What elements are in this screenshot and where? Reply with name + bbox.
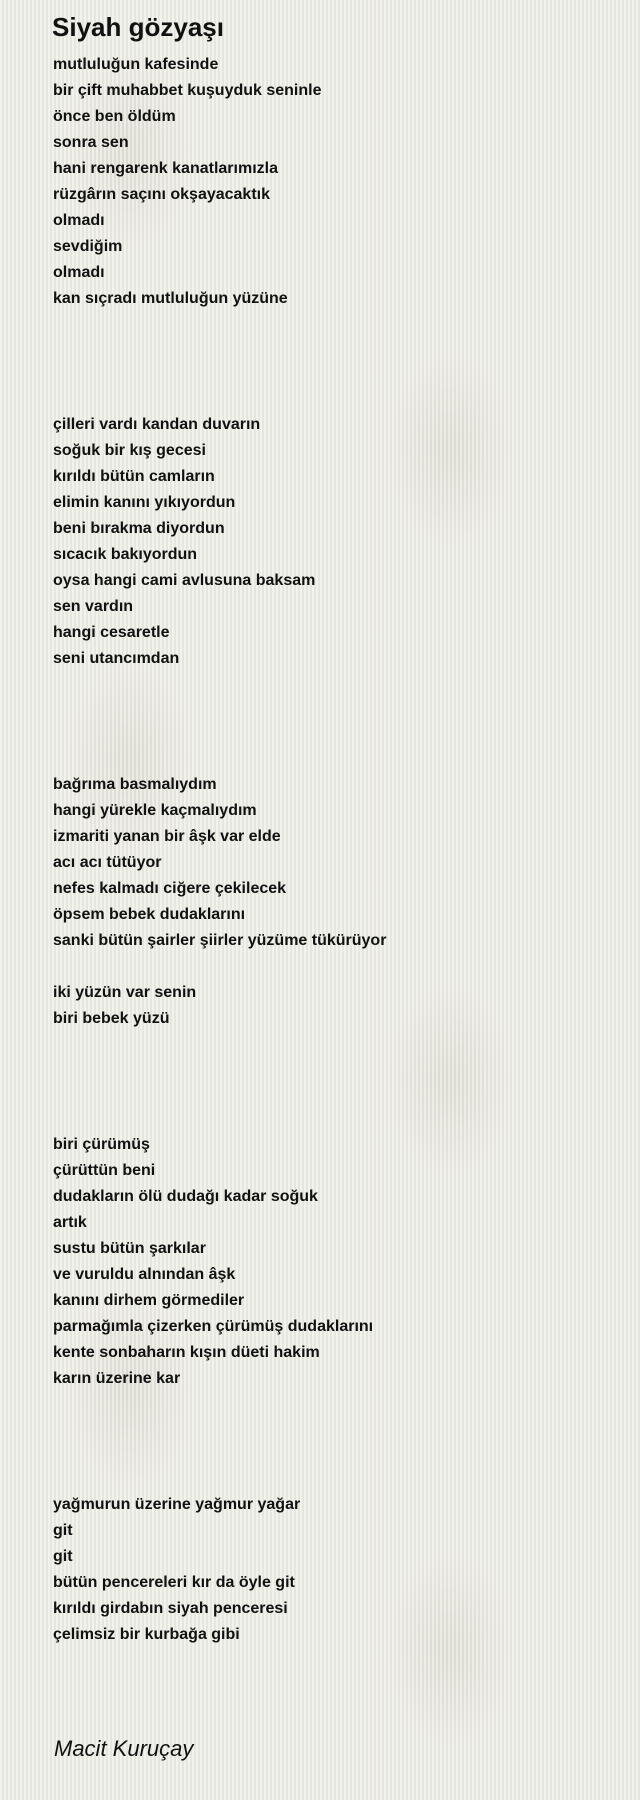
poem-line: kente sonbaharın kışın düeti hakim: [53, 1344, 320, 1361]
poem-line: dudakların ölü dudağı kadar soğuk: [53, 1188, 318, 1205]
poem-line: iki yüzün var senin: [53, 984, 197, 1001]
poem-line: kırıldı bütün camların: [53, 468, 215, 485]
poem-line: parmağımla çizerken çürümüş dudaklarını: [53, 1318, 374, 1335]
poem-line: hangi yürekle kaçmalıydım: [53, 802, 257, 819]
stanza-5: [53, 1132, 613, 1392]
poem-line: sustu bütün şarkılar: [53, 1240, 206, 1257]
stanza-1: [53, 52, 613, 312]
stanza-break: [53, 954, 613, 980]
poem-line: hangi cesaretle: [53, 624, 170, 641]
stanza-6: [53, 1492, 613, 1648]
stanza-break: [53, 1032, 613, 1132]
poem-line: biri çürümüş: [53, 1136, 150, 1153]
poem-line: mutluluğun kafesinde: [53, 56, 219, 73]
poem-line: soğuk bir kış gecesi: [53, 442, 206, 459]
poem-line: sanki bütün şairler şiirler yüzüme tükürüyor: [53, 932, 387, 949]
stanza-break: [53, 312, 613, 412]
poem-line: kanını dirhem görmediler: [53, 1292, 245, 1309]
poem-line: ve vuruldu alnından âşk: [53, 1266, 236, 1283]
poem-line: acı acı tütüyor: [53, 854, 162, 871]
poem-line: karın üzerine kar: [53, 1370, 181, 1387]
stanza-2: [53, 412, 613, 672]
poem-line: git: [53, 1548, 73, 1565]
poem-line: izmariti yanan bir âşk var elde: [53, 828, 281, 845]
poem-line: bütün pencereleri kır da öyle git: [53, 1574, 295, 1591]
poem-line: oysa hangi cami avlusuna baksam: [53, 572, 316, 589]
poem-line: sonra sen: [53, 134, 129, 151]
poem-line: bağrıma basmalıydım: [53, 776, 217, 793]
poem-line: kan sıçradı mutluluğun yüzüne: [53, 290, 288, 307]
poem-line: yağmurun üzerine yağmur yağar: [53, 1496, 301, 1513]
poem-line: önce ben öldüm: [53, 108, 176, 125]
stanza-break: [53, 672, 613, 772]
poem-title: Siyah gözyaşı: [52, 12, 224, 42]
poem-line: çilleri vardı kandan duvarın: [53, 416, 261, 433]
poem-line: öpsem bebek dudaklarını: [53, 906, 246, 923]
poem-line: sen vardın: [53, 598, 134, 615]
stanza-3: [53, 772, 613, 954]
poem-line: çelimsiz bir kurbağa gibi: [53, 1626, 240, 1643]
poem-line: sevdiğim: [53, 238, 123, 255]
poem-author[interactable]: Macit Kuruçay: [54, 1736, 194, 1761]
poem-line: olmadı: [53, 264, 105, 281]
poem-line: çürüttün beni: [53, 1162, 156, 1179]
poem-line: sıcacık bakıyordun: [53, 546, 198, 563]
poem-line: olmadı: [53, 212, 105, 229]
poem-line: bir çift muhabbet kuşuyduk seninle: [53, 82, 322, 99]
poem-line: artık: [53, 1214, 87, 1231]
stanza-4: [53, 980, 613, 1032]
poem-line: rüzgârın saçını okşayacaktık: [53, 186, 270, 203]
poem-line: kırıldı girdabın siyah penceresi: [53, 1600, 288, 1617]
poem-line: hani rengarenk kanatlarımızla: [53, 160, 278, 177]
poem-line: elimin kanını yıkıyordun: [53, 494, 236, 511]
poem-line: biri bebek yüzü: [53, 1010, 170, 1027]
stanza-break: [53, 1392, 613, 1492]
poem-line: nefes kalmadı ciğere çekilecek: [53, 880, 287, 897]
poem-line: beni bırakma diyordun: [53, 520, 225, 537]
poem-body: [53, 52, 613, 1648]
poem-line: seni utancımdan: [53, 650, 180, 667]
poem-line: git: [53, 1522, 73, 1539]
